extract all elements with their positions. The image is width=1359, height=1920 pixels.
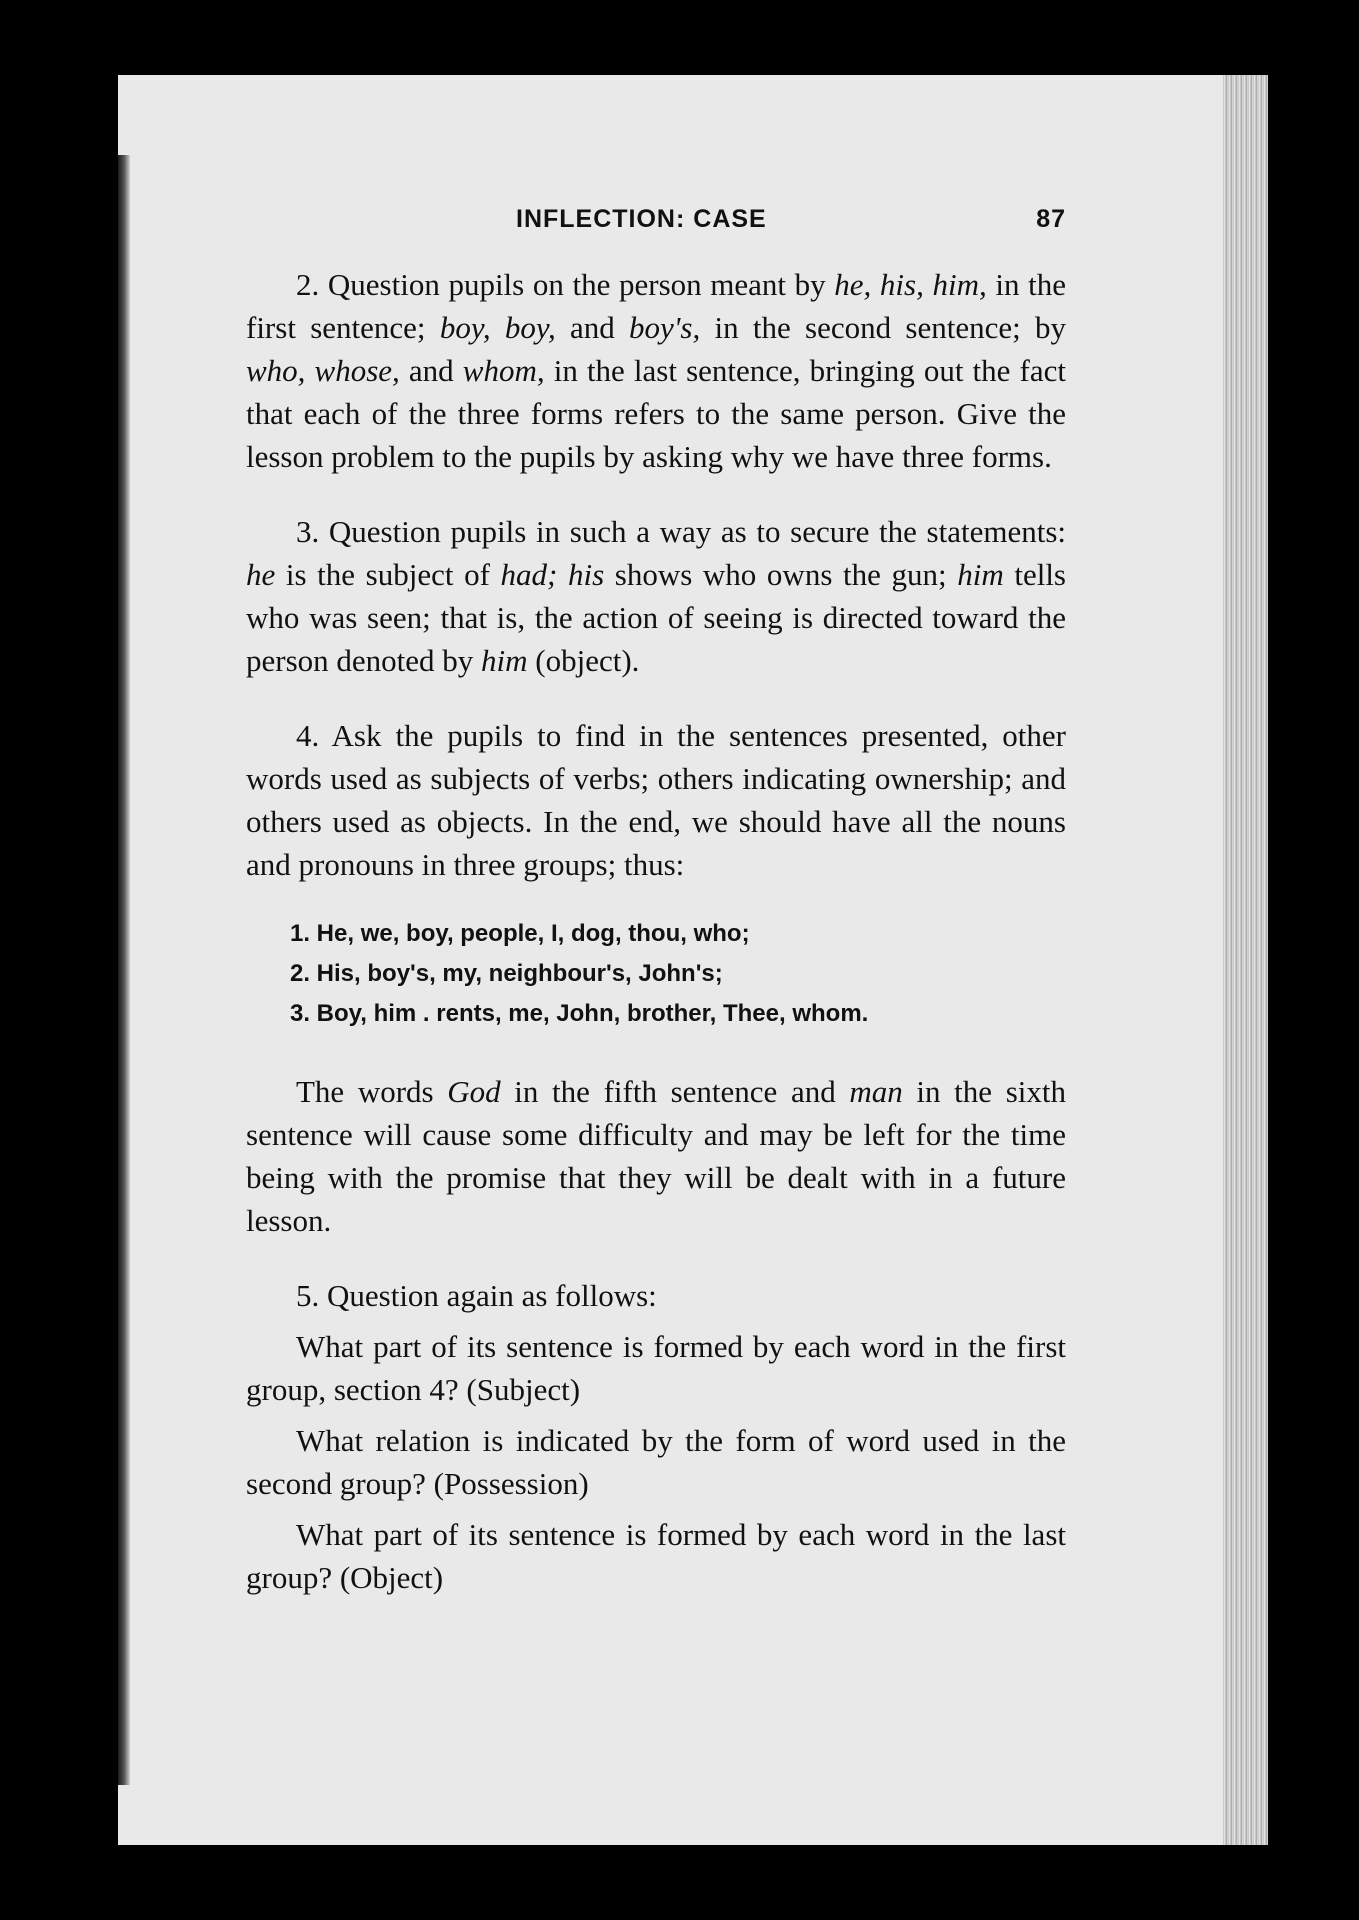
page-stack-edge [1223, 75, 1268, 1845]
running-head-title: INFLECTION: CASE [516, 205, 767, 233]
running-head [246, 205, 1066, 241]
question-item: What part of its sentence is formed by each word in the last group? (Object) [246, 1517, 1066, 1595]
page-number: 87 [1036, 205, 1066, 233]
question-item: What part of its sentence is formed by each word in the first group, section 4? (Subject) [246, 1329, 1066, 1407]
paragraph-4: 4. Ask the pupils to find in the sentences presented, other words used as subjects of verbs; others indicating ownership; and others used as objects. In the end, we should have all the nouns and pronouns in three groups; thus: [246, 718, 1066, 882]
book-page [118, 75, 1268, 1845]
page-content [246, 205, 1066, 1607]
word-groups [290, 914, 1066, 1034]
paragraph-words: The words God in the fifth sentence and man in the sixth sentence will cause some difficulty and may be left for the time being with the promise that they will be dealt with in a future lesson. [246, 1074, 1066, 1238]
paragraph-5: 5. Question again as follows: [296, 1278, 657, 1313]
group-item: 2. His, boy's, my, neighbour's, John's; [290, 960, 723, 987]
question-item: What relation is indicated by the form of word used in the second group? (Possession) [246, 1423, 1066, 1501]
group-item: 1. He, we, boy, people, I, dog, thou, who; [290, 920, 750, 947]
page-left-edge [118, 155, 130, 1785]
paragraph-3: 3. Question pupils in such a way as to secure the statements: he is the subject of had; his shows who owns the gun; him tells who was seen; that is, the action of seeing is directed toward the person denoted by him (object). [246, 514, 1066, 678]
paragraph-2: 2. Question pupils on the person meant by he, his, him, in the first sentence; boy, boy, and boy's, in the second sentence; by who, whose, and whom, in the last sentence, bringing out the fact that each of the three forms refers to the same person. Give the lesson problem to the pupils by asking why we have three forms. [246, 267, 1066, 474]
group-item: 3. Boy, him . rents, me, John, brother, Thee, whom. [290, 1000, 869, 1027]
